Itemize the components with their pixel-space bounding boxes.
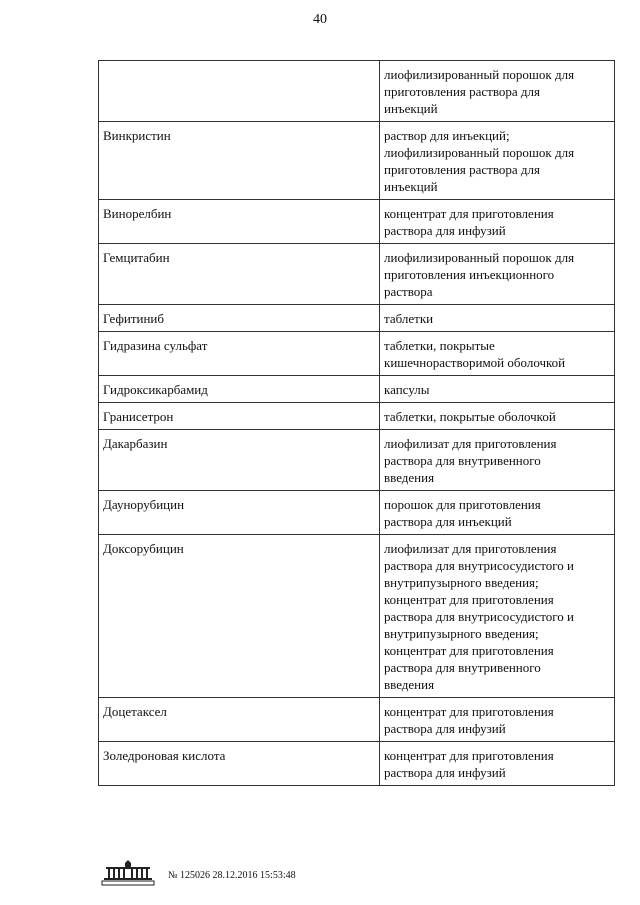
drug-name-cell: Винкристин xyxy=(99,122,380,200)
footer xyxy=(100,858,400,888)
dosage-form-cell: лиофилизат для приготовления раствора для внутривенного введения xyxy=(380,430,615,491)
dosage-form-cell: лиофилизированный порошок для приготовления раствора для инъекций xyxy=(380,61,615,122)
government-building-icon xyxy=(100,858,156,886)
dosage-form-cell: порошок для приготовления раствора для инъекций xyxy=(380,491,615,535)
dosage-form-cell: раствор для инъекций; лиофилизированный порошок для приготовления раствора для инъекций xyxy=(380,122,615,200)
drug-name-cell: Даунорубицин xyxy=(99,491,380,535)
table-row xyxy=(99,332,615,376)
drug-name-cell: Дакарбазин xyxy=(99,430,380,491)
table-row xyxy=(99,403,615,430)
table-row xyxy=(99,244,615,305)
drug-name-cell: Винорелбин xyxy=(99,200,380,244)
drug-name-cell: Гидроксикарбамид xyxy=(99,376,380,403)
dosage-form-cell: лиофилизат для приготовления раствора для внутрисосудистого и внутрипузырного введения; концентрат для приготовления раствора для внутрисосудистого и внутрипузырного введения; концентрат для приготовления раствора для внутривенного введения xyxy=(380,535,615,698)
dosage-form-cell: таблетки, покрытые кишечнорастворимой оболочкой xyxy=(380,332,615,376)
dosage-form-cell: таблетки, покрытые оболочкой xyxy=(380,403,615,430)
drug-name-cell xyxy=(99,61,380,122)
drug-name-cell: Доцетаксел xyxy=(99,698,380,742)
drug-name-cell: Доксорубицин xyxy=(99,535,380,698)
table-row xyxy=(99,491,615,535)
table-row xyxy=(99,742,615,786)
drug-name-cell: Гранисетрон xyxy=(99,403,380,430)
drug-name-cell: Гидразина сульфат xyxy=(99,332,380,376)
drug-name-cell: Золедроновая кислота xyxy=(99,742,380,786)
dosage-form-cell: концентрат для приготовления раствора для инфузий xyxy=(380,200,615,244)
dosage-form-cell: концентрат для приготовления раствора для инфузий xyxy=(380,698,615,742)
drug-name-cell: Гефитиниб xyxy=(99,305,380,332)
drug-table xyxy=(98,60,615,786)
page-number: 40 xyxy=(313,12,327,27)
table-row xyxy=(99,535,615,698)
table-row xyxy=(99,430,615,491)
dosage-form-cell: концентрат для приготовления раствора для инфузий xyxy=(380,742,615,786)
table-row xyxy=(99,61,615,122)
table-row xyxy=(99,698,615,742)
dosage-form-cell: таблетки xyxy=(380,305,615,332)
dosage-form-cell: капсулы xyxy=(380,376,615,403)
table-row xyxy=(99,200,615,244)
dosage-form-cell: лиофилизированный порошок для приготовления инъекционного раствора xyxy=(380,244,615,305)
table-row xyxy=(99,122,615,200)
table-row xyxy=(99,376,615,403)
document-info: № 125026 28.12.2016 15:53:48 xyxy=(168,870,296,881)
drug-name-cell: Гемцитабин xyxy=(99,244,380,305)
table-row xyxy=(99,305,615,332)
